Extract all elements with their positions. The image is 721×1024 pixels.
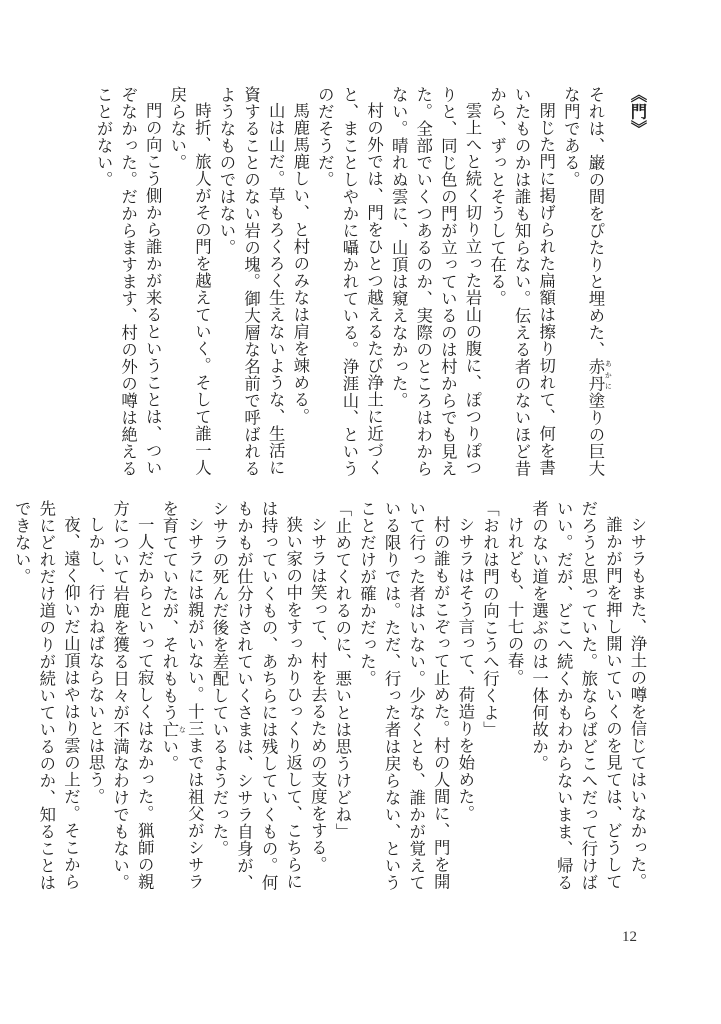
paragraph: 閉じた門に掲げられた扁額は擦り切れて、何を書いたものかは誰も知らない。伝える者のないほど昔から、ずっとそうして在る。: [487, 86, 556, 477]
paragraph: 一人だからといって寂しくはなかった。猟師の親方について岩鹿を獲る日々が不満なわけでもない。: [110, 500, 155, 891]
top-text-block: [69, 86, 649, 481]
paragraph-text: シサラには親がいない。十三までは祖父がシサラを育てていたが、それももう: [159, 500, 205, 891]
page-number: 12: [622, 929, 637, 945]
paragraph: 誰かが門を押し開いていくのを見ては、どうしてだろうと思っていた。旅ならばどこへだって行けばいい。だが、どこへ続くかもわからないまま、帰る者のない道を選ぶのは一体何故か。: [529, 500, 623, 891]
paragraph: 馬鹿馬鹿しい、と村のみなは肩を竦める。: [290, 102, 310, 426]
paragraph: けれども、十七の春。: [505, 516, 525, 687]
paragraph: シサラもまた、浄土の噂を信じてはいなかった。: [628, 516, 647, 891]
bottom-text-block: [12, 500, 649, 900]
paragraph: 村の外では、門をひとつ越えるたび浄土に近づくと、まことしやかに囁かれている。浄涯山、というのだそうだ。: [315, 86, 384, 477]
paragraph: 雲上へと続く切り立った岩山の腹に、ぽつりぽつりと、同じ色の門が立っているのは村からでも見えた。全部でいくつあるのか、実際のところはわからない。晴れぬ雲に、山頂は窺えなかった。: [389, 86, 482, 477]
paragraph: シサラは笑って、村を去るための支度をする。: [308, 516, 328, 874]
paragraph-text: それは、巌の間をぴたりと埋めた、: [585, 86, 605, 358]
dialogue-line: 「おれは門の向こうへ行くよ」: [480, 500, 500, 738]
paragraph: [558, 86, 613, 481]
paragraph: 夜、遠く仰いだ山頂はやはり雲の上だ。そこから先にどれだけ道のりが続いているのか、知ることはできない。: [12, 500, 81, 891]
dialogue-line: 「止めてくれるのに、悪いとは思うけどね」: [332, 500, 352, 840]
paragraph: 時折、旅人がその門を越えていく。そして誰一人戻らない。: [167, 86, 212, 477]
paragraph: しかし、行かねばならないとは思う。: [86, 516, 106, 806]
paragraph-text: 塗りの巨大な門である。: [561, 86, 605, 477]
paragraph: 村の誰もがこぞって止めた。村の人間に、門を開いて行った者はいない。少なくとも、誰かが覚えている限りでは。ただ、行った者は戻らない、ということだけが確かだった。: [357, 500, 451, 891]
paragraph-text: い。: [159, 738, 179, 772]
chapter-title-wrap: [624, 86, 649, 481]
chapter-title: 《門》: [628, 86, 647, 137]
paragraph: [156, 500, 206, 900]
paragraph: シサラはそう言って、荷造りを始めた。: [455, 516, 475, 823]
paragraph: 山は山だ。草もろくろく生えないような、生活に資することのない岩の塊。御大層な名前で呼ばれるようなものではない。: [217, 86, 286, 477]
ruby-annotation: 亡 な: [159, 721, 187, 738]
ruby-annotation: 赤丹 あかに: [585, 358, 613, 392]
paragraph: 狭い家の中をすっかりひっくり返して、こちらには持っていくもの、あちらには残していくもの。何もかもが仕分けされていくさまは、シサラ自身が、シサラの死んだ後を差配しているようだった。: [209, 500, 303, 891]
paragraph: 門の向こう側から誰かが来るということは、ついぞなかった。だからますます、村の外の噂は絶えることがない。: [94, 86, 163, 477]
